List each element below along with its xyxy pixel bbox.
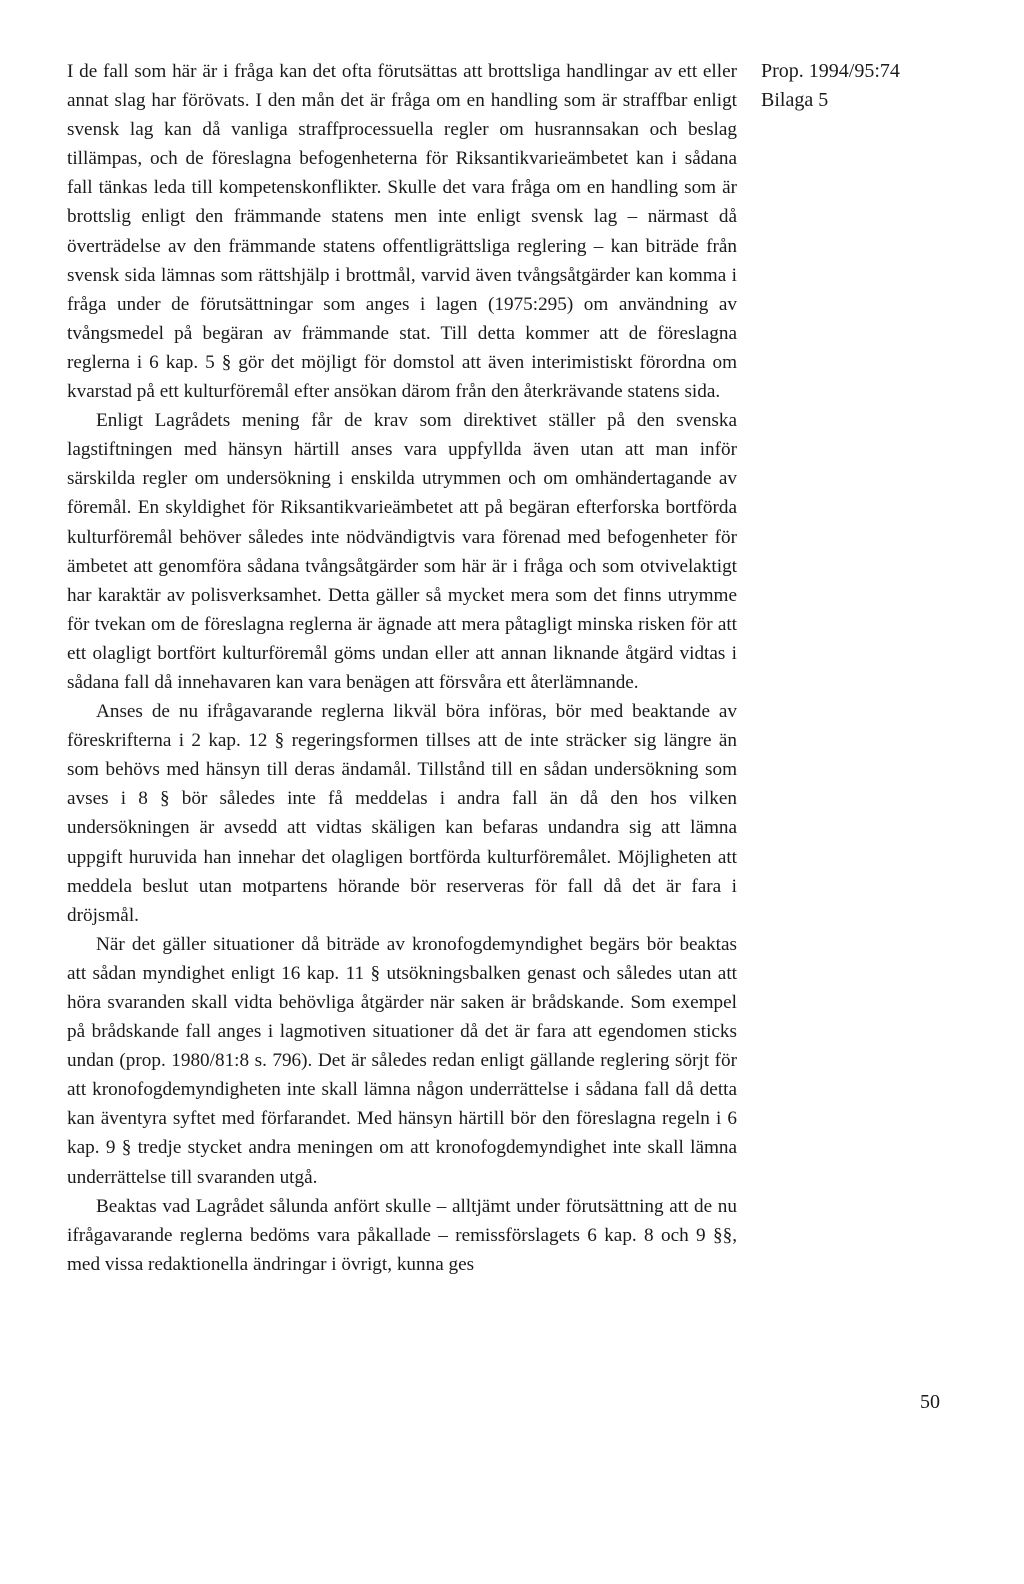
paragraph-2: Enligt Lagrådets mening får de krav som direktivet ställer på den svenska lagstiftningen med hänsyn härtill anses vara uppfyllda även utan att man inför särskilda regler om undersökning i enskilda utrymmen och om omhändertagande av föremål. En skyldighet för Riksantikvarieämbetet att på begäran efterforska bortförda kulturföremål behöver således inte nödvändigtvis vara förenad med befogenheter för ämbetet att genomföra sådana tvångsåtgärder som här är i fråga och som otvivelaktigt har karaktär av polisverksamhet. Detta gäller så mycket mera som det finns utrymme för tvekan om de föreslagna reglerna är ägnade att mera påtagligt minska risken för att ett olagligt bortfört kulturföremål göms undan eller att annan liknande åtgärd vidtas i sådana fall då innehavaren kan vara benägen att försvåra ett återlämnande. (67, 410, 737, 693)
paragraph-5: Beaktas vad Lagrådet sålunda anfört skulle – alltjämt under förutsättning att de nu ifrågavarande reglerna bedöms vara påkallade – remissförslagets 6 kap. 8 och 9 §§, med vissa redaktionella ändringar i övrigt, kunna ges (67, 1195, 737, 1275)
body-text (67, 57, 737, 1279)
margin-reference (761, 57, 900, 115)
appendix-label: Bilaga 5 (761, 89, 829, 111)
paragraph-4: När det gäller situationer då biträde av kronofogdemyndighet begärs bör beaktas att sådan myndighet enligt 16 kap. 11 § utsökningsbalken genast och således utan att höra svaranden skall vidta behövliga åtgärder när saken är brådskande. Som exempel på brådskande fall anges i lagmotiven situationer då det är fara att egendomen sticks undan (prop. 1980/81:8 s. 796). Det är således redan enligt gällande reglering sörjt för att kronofogdemyndigheten inte skall lämna någon underrättelse i sådana fall då detta kan äventyra syftet med förfarandet. Med hänsyn härtill bör den föreslagna regeln i 6 kap. 9 § tredje stycket andra meningen om att kronofogdemyndighet inte skall lämna underrättelse till svaranden utgå. (67, 933, 737, 1188)
paragraph-1: I de fall som här är i fråga kan det ofta förutsättas att brottsliga handlingar av ett eller annat slag har förövats. I den mån det är fråga om en handling som är straffbar enligt svensk lag kan då vanliga straffprocessuella regler om husrannsakan och beslag tillämpas, och de föreslagna befogenheterna för Riksantikvarieämbetet kan i sådana fall tänkas leda till kompetenskonflikter. Skulle det vara fråga om en handling som är brottslig enligt den främmande statens men inte enligt svensk lag – närmast då överträdelse av den främmande statens offentligrättsliga reglering – kan biträde från svensk sida lämnas som rättshjälp i brottmål, varvid även tvångsåtgärder kan komma i fråga under de förutsättningar som anges i lagen (1975:295) om användning av tvångsmedel på begäran av främmande stat. Till detta kommer att de föreslagna reglerna i 6 kap. 5 § gör det möjligt för domstol att även interimistiskt förordna om kvarstad på ett kulturföremål efter ansökan därom från den återkrävande statens sida. (67, 61, 737, 403)
paragraph-3: Anses de nu ifrågavarande reglerna likväl böra införas, bör med beaktande av föreskrifterna i 2 kap. 12 § regeringsformen tillses att de inte sträcker sig längre än som behövs med hänsyn till deras ändamål. Tillstånd till en sådan undersökning som avses i 8 § bör således inte få meddelas i andra fall än då den hos vilken undersökningen är avsedd att vidtas skäligen kan befaras undandra sig att lämna uppgift huruvida han innehar det olagligen bortförda kulturföremålet. Möjligheten att meddela beslut utan motpartens hörande bör reserveras för fall då det är fara i dröjsmål. (67, 701, 737, 926)
proposition-number: Prop. 1994/95:74 (761, 60, 900, 82)
page-number: 50 (920, 1391, 940, 1413)
